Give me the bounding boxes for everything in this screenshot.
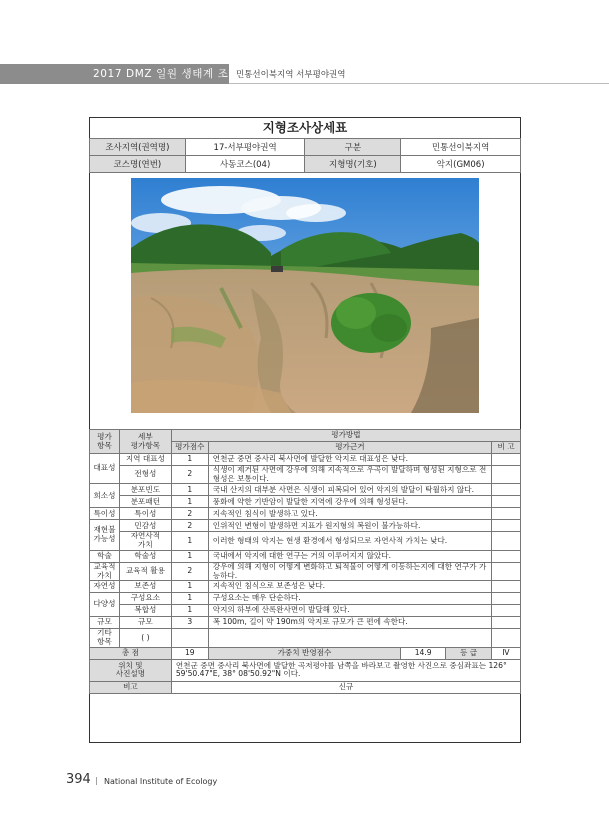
course-value: 사동코스(04) [185,156,305,173]
eval-row [90,617,521,629]
eval-sub-item: 특이성 [119,508,171,520]
eval-sub-item: ( ) [119,629,171,647]
eval-basis: 식생이 제거된 사면에 강우에 의해 지속적으로 우곡이 발달하며 형성된 지형으로 전형성은 보통이다. [208,466,491,484]
header-score: 평가점수 [171,442,208,454]
eval-score: 3 [171,617,208,629]
eval-sub-item: 규모 [119,617,171,629]
eval-note [492,520,521,532]
location-text: 연천군 중면 중사리 북사면에 발달한 곡저평야를 남쪽을 바라보고 촬영한 사진으로 중심좌표는 126° 59'50.47"E, 38° 08'50.92"N 이다. [171,659,520,681]
header-basis: 평가근거 [208,442,491,454]
eval-basis: 국내 산지의 대부분 사면은 식생이 피복되어 있어 악지의 발달이 탁월하지 않다. [208,484,491,496]
eval-row [90,484,521,496]
eval-item: 특이성 [90,508,120,520]
eval-score: 1 [171,593,208,605]
header-sub-item: 세부 평가항목 [119,430,171,454]
report-subtitle: 민통선이북지역 서부평야권역 [236,70,346,80]
eval-sub-item: 분포빈도 [119,484,171,496]
eval-sub-item: 교육적 활용 [119,562,171,580]
eval-score: 1 [171,605,208,617]
eval-basis: 강우에 의해 지형이 어떻게 변화하고 퇴적물이 어떻게 이동하는지에 대한 연구가 가능하다. [208,562,491,580]
eval-note [492,605,521,617]
eval-item: 다양성 [90,593,120,617]
eval-basis: 연천군 중면 중사리 북사면에 발달한 악지로 대표성은 낮다. [208,454,491,466]
eval-basis: 풍화에 약한 기반암이 발달한 지역에 강우에 의해 형성된다. [208,496,491,508]
eval-score: 1 [171,454,208,466]
eval-score: 2 [171,562,208,580]
header-note: 비 고 [492,442,521,454]
grade-value: Ⅳ [492,647,521,659]
eval-row [90,605,521,617]
eval-note [492,466,521,484]
eval-sub-item: 복합성 [119,605,171,617]
landform-value: 악지(GM06) [401,156,521,173]
eval-item: 재현불 가능성 [90,520,120,550]
eval-item: 대표성 [90,454,120,484]
footer-separator: | [95,776,98,785]
eval-score: 2 [171,508,208,520]
eval-row [90,466,521,484]
report-title: 2017 DMZ 일원 생태계 조사 [93,68,240,80]
eval-row [90,550,521,562]
eval-row [90,593,521,605]
eval-note [492,581,521,593]
eval-sub-item: 전형성 [119,466,171,484]
eval-row [90,581,521,593]
eval-row [90,496,521,508]
eval-score: 2 [171,466,208,484]
eval-score: 1 [171,581,208,593]
eval-note [492,617,521,629]
area-value: 17-서부평야권역 [185,139,305,156]
eval-item: 희소성 [90,484,120,508]
division-value: 민통선이북지역 [401,139,521,156]
eval-basis: 이러한 형태의 악지는 현생 환경에서 형성되므로 자연사적 가치는 낮다. [208,532,491,550]
eval-basis [208,629,491,647]
eval-note [492,508,521,520]
eval-sub-item: 지역 대표성 [119,454,171,466]
eval-score [171,629,208,647]
eval-basis: 지속적인 침식이 발생하고 있다. [208,508,491,520]
remarks-label: 비고 [90,681,172,693]
eval-score: 1 [171,532,208,550]
eval-row [90,508,521,520]
area-label: 조사지역(권역명) [90,139,186,156]
header-rule [229,83,609,84]
eval-note [492,496,521,508]
weighted-value: 14.9 [401,647,446,659]
eval-item: 규모 [90,617,120,629]
course-label: 코스명(연번) [90,156,186,173]
eval-basis: 국내에서 악지에 대한 연구는 거의 이루어지지 않았다. [208,550,491,562]
eval-item: 기타 항목 [90,629,120,647]
eval-basis: 인위적인 변형이 발생하면 지표가 원지형의 복원이 불가능하다. [208,520,491,532]
eval-note [492,532,521,550]
eval-row [90,532,521,550]
eval-note [492,593,521,605]
landform-label: 지형명(기호) [305,156,401,173]
badland-photo [131,178,479,413]
eval-sub-item: 보존성 [119,581,171,593]
total-label: 총 점 [90,647,172,659]
eval-row [90,454,521,466]
eval-basis: 악지의 하부에 산록완사면이 발달해 있다. [208,605,491,617]
eval-score: 1 [171,550,208,562]
eval-score: 1 [171,496,208,508]
eval-item: 교육적 가치 [90,562,120,580]
remarks-value: 신규 [171,681,520,693]
header-method: 평가방법 [171,430,520,442]
evaluation-table [89,429,521,694]
page-number: 394 [66,772,91,787]
eval-score: 2 [171,520,208,532]
header-item: 평가 항목 [90,430,120,454]
eval-sub-item: 학술성 [119,550,171,562]
eval-item: 자연성 [90,581,120,593]
eval-note [492,484,521,496]
weighted-label: 가중치 반영점수 [208,647,400,659]
eval-note [492,454,521,466]
sheet-title: 지형조사상세표 [262,120,348,135]
eval-row [90,629,521,647]
eval-score: 1 [171,484,208,496]
eval-sub-item: 민감성 [119,520,171,532]
footer-organization: National Institute of Ecology [104,777,218,786]
eval-sub-item: 구성요소 [119,593,171,605]
eval-basis: 폭 100m, 길이 약 190m의 악지로 규모가 큰 편에 속한다. [208,617,491,629]
eval-row [90,562,521,580]
eval-note [492,562,521,580]
eval-note [492,550,521,562]
eval-note [492,629,521,647]
total-value: 19 [171,647,208,659]
grade-label: 등 급 [446,647,492,659]
eval-sub-item: 분포패턴 [119,496,171,508]
eval-basis: 구성요소는 매우 단순하다. [208,593,491,605]
eval-item: 학술 [90,550,120,562]
info-table [89,138,521,173]
location-label: 위치 및 사진설명 [90,659,172,681]
eval-basis: 지속적인 침식으로 보존성은 낮다. [208,581,491,593]
division-label: 구분 [305,139,401,156]
eval-sub-item: 자연사적 가치 [119,532,171,550]
